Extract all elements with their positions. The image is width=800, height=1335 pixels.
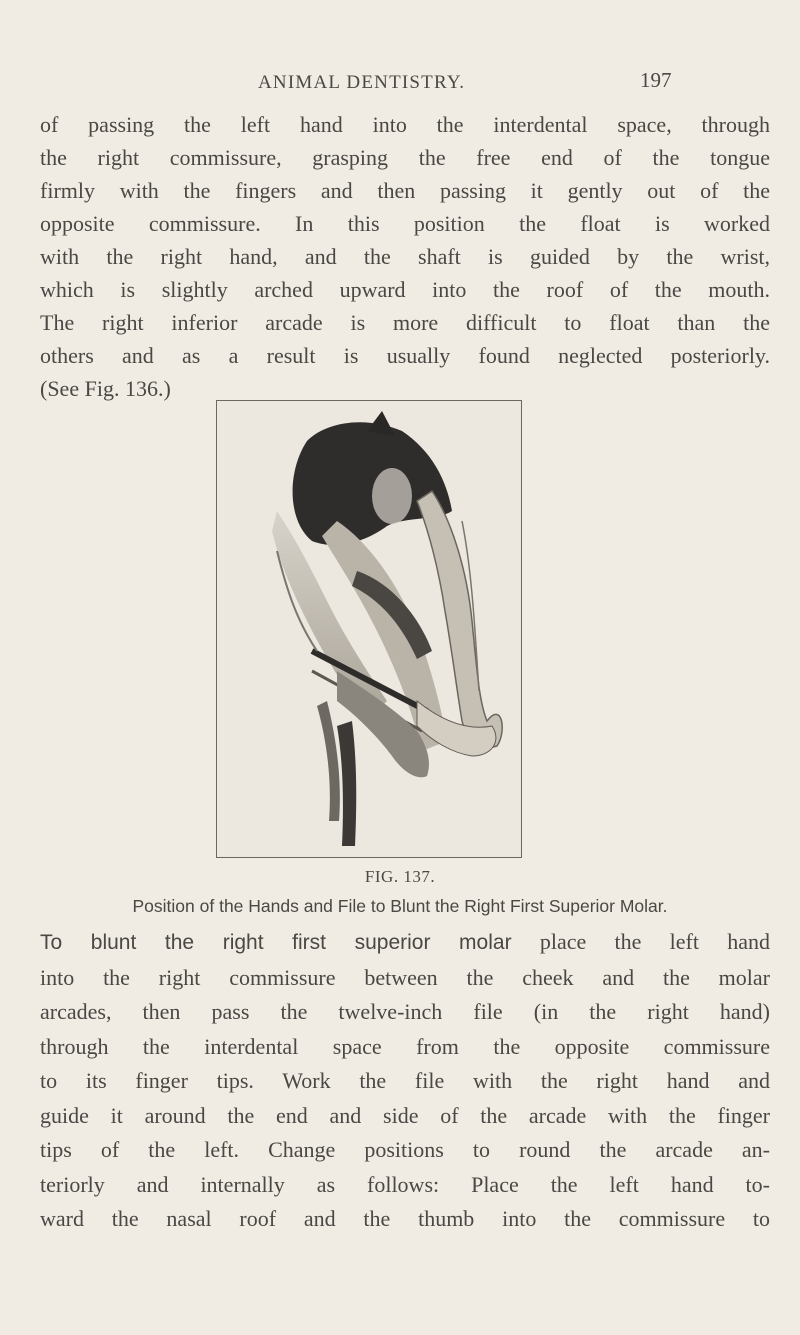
text-line: which is slightly arched upward into the roof of the mouth. [40,277,770,302]
running-head: ANIMAL DENTISTRY. [258,72,466,93]
page-header [0,64,800,96]
text-line: guide it around the end and side of the arcade with the finger [40,1102,770,1128]
text-line: firmly with the fingers and then passing it gently out of the [40,178,770,203]
figure-caption: Position of the Hands and File to Blunt the Right First Superior Molar. [132,896,668,916]
text-line: of passing the left hand into the interdental space, through [40,112,770,137]
hands-and-file-illustration [217,401,520,856]
text-line: to its finger tips. Work the file with the right hand and [40,1068,770,1093]
body-paragraph-2 [40,925,770,1237]
text-line: The right inferior arcade is more difficult to float than the [40,310,770,335]
page-number: 197 [640,68,672,92]
text-line: with the right hand, and the shaft is guided by the wrist, [40,244,770,269]
text-line-rest: place the left hand [511,929,770,954]
text-line [40,925,770,961]
text-line: others and as a result is usually found neglected posteriorly. [40,343,770,368]
text-line: arcades, then pass the twelve-inch file (in the right hand) [40,999,770,1024]
text-line: through the interdental space from the opposite commissure [40,1033,770,1059]
text-line: opposite commissure. In this position the float is worked [40,211,770,236]
text-line: tips of the left. Change positions to round the arcade an- [40,1137,770,1162]
text-line: (See Fig. 136.) [40,376,171,401]
text-line: teriorly and internally as follows: Place the left hand to- [40,1171,770,1197]
figure-label: FIG. 137. [364,867,436,886]
body-paragraph-1 [40,108,770,405]
figure-photograph [216,400,522,858]
text-line: into the right commissure between the cheek and the molar [40,964,770,990]
text-line: ward the nasal roof and the thumb into the commissure to [40,1206,770,1231]
lead-in-heading: To blunt the right first superior molar [40,931,512,954]
text-line: the right commissure, grasping the free end of the tongue [40,145,770,170]
